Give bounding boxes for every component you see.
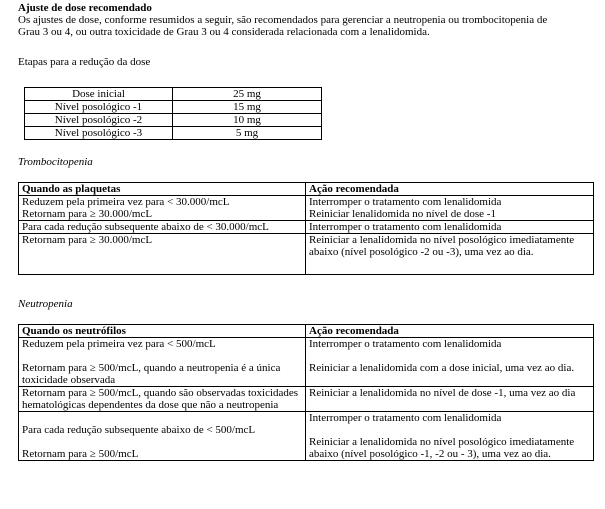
neutropenia-title: Neutropenia bbox=[18, 298, 73, 310]
thrombocytopenia-table bbox=[18, 182, 594, 275]
action-text: Interromper o tratamento com lenalidomida bbox=[309, 338, 502, 350]
action-cell bbox=[306, 412, 594, 461]
table-row bbox=[19, 234, 594, 275]
dose-value-cell: 10 mg bbox=[173, 114, 322, 127]
table-row bbox=[25, 114, 322, 127]
intro-line-1: Os ajustes de dose, conforme resumidos a seguir, são recomendados para gerenciar a neutropenia ou trombocitopenia de bbox=[18, 14, 548, 26]
table-row bbox=[19, 221, 594, 234]
action-text: Reiniciar a lenalidomida no nível posológico imediatamente abaixo (nível posológico -1, -2 ou - 3), uma vez ao dia. bbox=[309, 436, 575, 460]
dose-table bbox=[24, 87, 322, 140]
condition-text: Retornam para ≥ 500/mcL bbox=[22, 448, 139, 460]
column-header-platelets: Quando as plaquetas bbox=[19, 183, 306, 196]
table-header-row bbox=[19, 183, 594, 196]
dose-level-cell: Nível posológico -2 bbox=[25, 114, 173, 127]
condition-text: Reduzem pela primeira vez para < 500/mcL bbox=[22, 338, 216, 350]
condition-text: Retornam para ≥ 500/mcL, quando a neutropenia é a única toxicidade observada bbox=[22, 362, 281, 386]
condition-text: Retornam para ≥ 500/mcL, quando são observadas toxicidades hematológicas dependentes da dose que não a neutropenia bbox=[22, 387, 299, 411]
action-cell bbox=[306, 221, 594, 234]
document-heading: Ajuste de dose recomendado bbox=[18, 2, 152, 14]
dose-level-cell: Dose inicial bbox=[25, 88, 173, 101]
condition-cell bbox=[19, 234, 306, 275]
dose-level-cell: Nível posológico -3 bbox=[25, 127, 173, 140]
table-row bbox=[19, 387, 594, 412]
column-header-neutrophils: Quando os neutrófilos bbox=[19, 325, 306, 338]
action-text: Reiniciar a lenalidomida no nível posológico imediatamente abaixo (nível posológico -2 ou -3), uma vez ao dia. bbox=[309, 234, 575, 258]
condition-text: Para cada redução subsequente abaixo de < 500/mcL bbox=[22, 424, 256, 436]
condition-cell bbox=[19, 221, 306, 234]
condition-text: Retornam para ≥ 30.000/mcL bbox=[22, 208, 153, 220]
action-text: Reiniciar a lenalidomida com a dose inicial, uma vez ao dia. bbox=[309, 362, 575, 374]
table-row bbox=[25, 101, 322, 114]
steps-label: Etapas para a redução da dose bbox=[18, 56, 151, 68]
action-cell bbox=[306, 387, 594, 412]
action-text: Interromper o tratamento com lenalidomida bbox=[309, 412, 502, 424]
condition-cell bbox=[19, 338, 306, 387]
condition-text: Reduzem pela primeira vez para < 30.000/mcL bbox=[22, 196, 230, 208]
action-text: Reiniciar lenalidomida no nível de dose -1 bbox=[309, 208, 496, 220]
condition-cell bbox=[19, 387, 306, 412]
action-text: Reiniciar a lenalidomida no nível de dose -1, uma vez ao dia bbox=[309, 387, 576, 399]
action-text: Interromper o tratamento com lenalidomida bbox=[309, 221, 502, 233]
intro-line-2: Grau 3 ou 4, ou outra toxicidade de Grau 3 ou 4 considerada relacionada com a lenalidomida. bbox=[18, 26, 430, 38]
condition-text: Para cada redução subsequente abaixo de < 30.000/mcL bbox=[22, 221, 269, 233]
column-header-action: Ação recomendada bbox=[306, 183, 594, 196]
action-cell bbox=[306, 196, 594, 221]
column-header-action: Ação recomendada bbox=[306, 325, 594, 338]
condition-cell bbox=[19, 412, 306, 461]
action-cell bbox=[306, 338, 594, 387]
table-header-row bbox=[19, 325, 594, 338]
table-row bbox=[19, 412, 594, 461]
action-text: Interromper o tratamento com lenalidomida bbox=[309, 196, 502, 208]
dose-value-cell: 5 mg bbox=[173, 127, 322, 140]
table-row bbox=[25, 127, 322, 140]
table-row bbox=[19, 338, 594, 387]
condition-cell bbox=[19, 196, 306, 221]
neutropenia-table bbox=[18, 324, 594, 461]
condition-text: Retornam para ≥ 30.000/mcL bbox=[22, 234, 153, 246]
action-cell bbox=[306, 234, 594, 275]
dose-value-cell: 25 mg bbox=[173, 88, 322, 101]
table-row bbox=[19, 196, 594, 221]
thrombocytopenia-title: Trombocitopenia bbox=[18, 156, 93, 168]
dose-level-cell: Nível posológico -1 bbox=[25, 101, 173, 114]
table-row bbox=[25, 88, 322, 101]
dose-value-cell: 15 mg bbox=[173, 101, 322, 114]
